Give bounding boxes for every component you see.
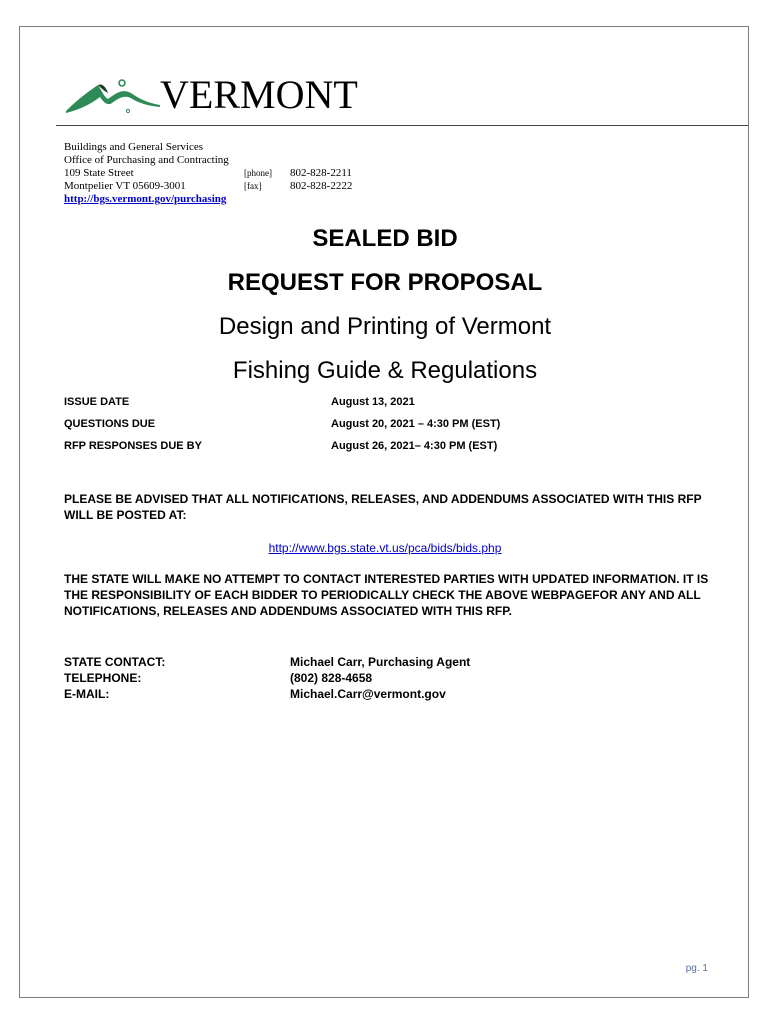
date-value: August 13, 2021 (331, 396, 415, 408)
contact-row (64, 670, 664, 686)
document-page (19, 26, 749, 998)
address-line: Buildings and General Services (64, 141, 203, 153)
address-city-row (64, 180, 384, 193)
contact-label: E-MAIL: (64, 687, 110, 701)
date-row (64, 396, 664, 418)
phone-label: [phone] (244, 168, 272, 178)
notice-text: THE STATE WILL MAKE NO ATTEMPT TO CONTACT INTERESTED PARTIES WITH UPDATED INFORMATION. IT IS THE RESPONSIBILITY OF EACH BIDDER TO PERIODICALLY CHECK THE ABOVE WEBPAGEFOR ANY AND ALL NOTIFICATIONS, RELEASES AND ADDENDUMS ASSOCIATED WITH THIS RFP. (64, 572, 709, 618)
date-label: RFP RESPONSES DUE BY (64, 440, 202, 452)
address-block (64, 141, 384, 206)
address-url-row (64, 193, 384, 206)
date-value: August 26, 2021– 4:30 PM (EST) (331, 440, 498, 452)
page-number: pg. 1 (685, 963, 708, 974)
bids-link[interactable]: http://www.bgs.state.vt.us/pca/bids/bids.php (268, 541, 502, 555)
key-dates (64, 396, 664, 462)
vermont-mountain-logo-icon (64, 75, 164, 115)
title-sealed-bid: SEALED BID (312, 225, 458, 252)
date-row (64, 418, 664, 440)
title-rfp: REQUEST FOR PROPOSAL (227, 269, 543, 296)
bids-link-row (20, 541, 750, 555)
address-street: 109 State Street (64, 167, 134, 179)
address-line: Office of Purchasing and Contracting (64, 154, 229, 166)
contact-email: Michael.Carr@vermont.gov (290, 687, 446, 701)
contact-block (64, 654, 664, 702)
fax-number: 802-828-2222 (290, 180, 353, 192)
contact-label: TELEPHONE: (64, 671, 142, 685)
advisory-text: PLEASE BE ADVISED THAT ALL NOTIFICATIONS, RELEASES, AND ADDENDUMS ASSOCIATED WITH THIS RFP WILL BE POSTED AT: (64, 492, 702, 522)
date-label: QUESTIONS DUE (64, 418, 156, 430)
vermont-logo (64, 72, 358, 139)
address-street-row (64, 167, 384, 180)
title-subject-line2: Fishing Guide & Regulations (232, 357, 538, 384)
header-divider (56, 125, 748, 126)
phone-number: 802-828-2211 (290, 167, 352, 179)
contact-row (64, 654, 664, 670)
logo-wordmark: VERMONT (160, 72, 358, 117)
fax-label: [fax] (244, 181, 262, 191)
title-subject-line1: Design and Printing of Vermont (218, 313, 552, 340)
contact-row (64, 686, 664, 702)
contact-value: (802) 828-4658 (290, 671, 373, 685)
date-label: ISSUE DATE (64, 396, 130, 408)
date-value: August 20, 2021 – 4:30 PM (EST) (331, 418, 501, 430)
contact-label: STATE CONTACT: (64, 655, 166, 669)
contact-value: Michael Carr, Purchasing Agent (290, 655, 471, 669)
date-row (64, 440, 664, 462)
address-city: Montpelier VT 05609-3001 (64, 180, 186, 192)
purchasing-link[interactable]: http://bgs.vermont.gov/purchasing (64, 193, 227, 205)
